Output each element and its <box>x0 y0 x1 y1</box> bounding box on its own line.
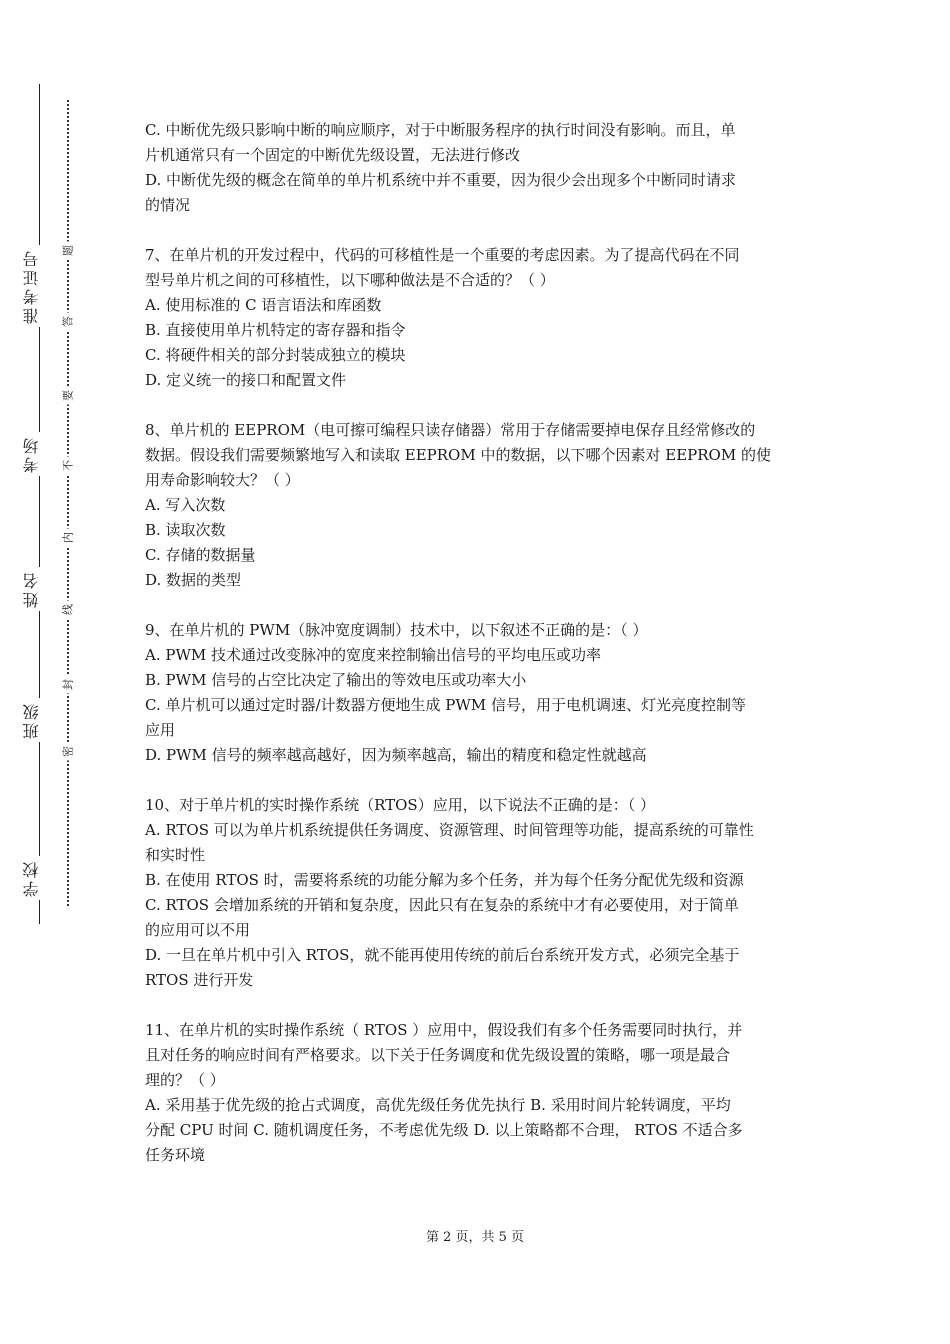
seal-char: 不 <box>61 457 76 475</box>
seal-char: 线 <box>61 601 76 619</box>
option-d-cont: RTOS 进行开发 <box>145 971 254 989</box>
option-b: B. 直接使用单片机特定的寄存器和指令 <box>145 321 406 339</box>
option-a: A. RTOS 可以为单片机系统提供任务调度、资源管理、时间管理等功能，提高系统的可靠性 <box>145 821 754 839</box>
option-c: C. RTOS 会增加系统的开销和复杂度，因此只有在复杂的系统中才有必要使用，对于简单 <box>145 896 739 914</box>
option-d: D. 定义统一的接口和配置文件 <box>145 371 347 389</box>
binding-line <box>39 84 40 924</box>
option-d: D. PWM 信号的频率越高越好，因为频率越高，输出的精度和稳定性就越高 <box>145 746 647 764</box>
dotted-line <box>67 100 69 906</box>
question-stem: 9、在单片机的 PWM（脉冲宽度调制）技术中，以下叙述不正确的是：（ ） <box>145 621 648 639</box>
options-inline: A. 采用基于优先级的抢占式调度，高优先级任务优先执行 B. 采用时间片轮转调度，平均 <box>145 1096 731 1114</box>
question-11 <box>145 1018 811 1168</box>
question-stem-cont: 理的？（ ） <box>145 1071 225 1089</box>
option-c-cont: 片机通常只有一个固定的中断优先级设置，无法进行修改 <box>145 146 521 164</box>
question-6-continued <box>145 118 811 218</box>
seal-char: 封 <box>61 676 76 694</box>
question-stem-cont: 用寿命影响较大？（ ） <box>145 471 300 489</box>
field-school: 学校 <box>22 856 54 900</box>
question-stem: 10、对于单片机的实时操作系统（RTOS）应用，以下说法不正确的是：（ ） <box>145 796 655 814</box>
question-stem-cont: 型号单片机之间的可移植性，以下哪种做法是不合适的？（ ） <box>145 271 555 289</box>
option-d-cont: 的情况 <box>145 196 191 214</box>
option-a-cont: 和实时性 <box>145 846 206 864</box>
option-c: C. 存储的数据量 <box>145 546 256 564</box>
question-content <box>145 118 811 1168</box>
question-stem: 8、单片机的 EEPROM（电可擦可编程只读存储器）常用于存储需要掉电保存且经常修改的 <box>145 421 756 439</box>
field-exam-number: 准考证号 <box>22 245 54 327</box>
question-7 <box>145 243 811 393</box>
option-a: A. 写入次数 <box>145 496 226 514</box>
seal-char: 答 <box>61 313 76 331</box>
field-exam-room: 考场 <box>22 432 54 476</box>
options-inline-cont: 任务环境 <box>145 1146 206 1164</box>
option-d: D. 中断优先级的概念在简单的单片机系统中并不重要，因为很少会出现多个中断同时请求 <box>145 171 737 189</box>
option-b: B. 读取次数 <box>145 521 226 539</box>
option-c-cont: 的应用可以不用 <box>145 921 251 939</box>
question-10 <box>145 793 811 993</box>
seal-char: 要 <box>61 387 76 405</box>
field-name: 姓名 <box>22 567 54 611</box>
page-number: 第 2 页，共 5 页 <box>425 1230 525 1245</box>
option-c: C. 将硬件相关的部分封装成独立的模块 <box>145 346 406 364</box>
question-stem-cont: 数据。假设我们需要频繁地写入和读取 EEPROM 中的数据，以下哪个因素对 EEPROM 的使 <box>145 446 771 464</box>
question-8 <box>145 418 811 593</box>
option-c: C. 单片机可以通过定时器/计数器方便地生成 PWM 信号，用于电机调速、灯光亮度控制等 <box>145 696 746 714</box>
option-d: D. 一旦在单片机中引入 RTOS，就不能再使用传统的前后台系统开发方式，必须完全基于 <box>145 946 740 964</box>
question-stem-cont: 且对任务的响应时间有严格要求。以下关于任务调度和优先级设置的策略，哪一项是最合 <box>145 1046 731 1064</box>
option-b: B. 在使用 RTOS 时，需要将系统的功能分解为多个任务，并为每个任务分配优先级和资源 <box>145 871 744 889</box>
seal-char: 内 <box>61 529 76 547</box>
question-stem: 7、在单片机的开发过程中，代码的可移植性是一个重要的考虑因素。为了提高代码在不同 <box>145 246 740 264</box>
seal-char: 题 <box>61 242 76 260</box>
seal-char: 密 <box>61 743 76 761</box>
option-b: B. PWM 信号的占空比决定了输出的等效电压或功率大小 <box>145 671 527 689</box>
option-a: A. 使用标准的 C 语言语法和库函数 <box>145 296 382 314</box>
option-d: D. 数据的类型 <box>145 571 242 589</box>
option-a: A. PWM 技术通过改变脉冲的宽度来控制输出信号的平均电压或功率 <box>145 646 602 664</box>
question-9 <box>145 618 811 768</box>
question-stem: 11、在单片机的实时操作系统（ RTOS ）应用中，假设我们有多个任务需要同时执行，并 <box>145 1021 743 1039</box>
field-class: 班级 <box>22 698 54 742</box>
binding-margin <box>22 60 54 940</box>
seal-line <box>58 100 78 906</box>
option-c-cont: 应用 <box>145 721 176 739</box>
option-c: C. 中断优先级只影响中断的响应顺序，对于中断服务程序的执行时间没有影响。而且，单 <box>145 121 736 139</box>
options-inline-cont: 分配 CPU 时间 C. 随机调度任务，不考虑优先级 D. 以上策略都不合理， RTOS 不适合多 <box>145 1121 743 1139</box>
